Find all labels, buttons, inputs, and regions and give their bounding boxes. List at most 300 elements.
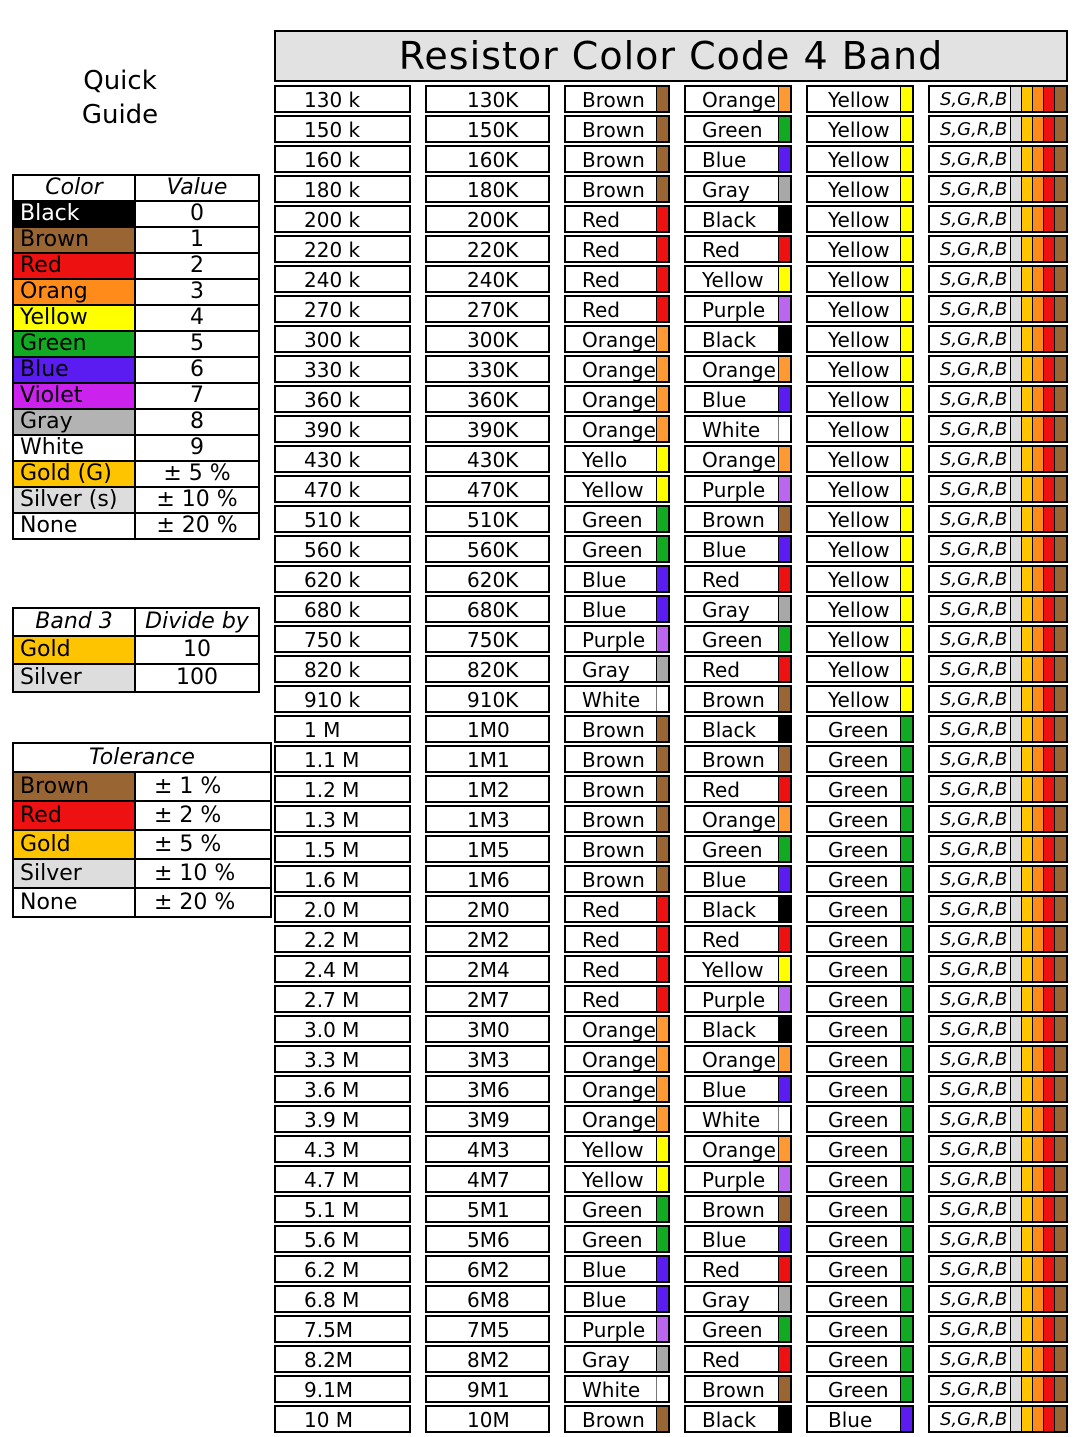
tolerance-stripe [1054, 807, 1066, 831]
resistance-code-cell [425, 265, 550, 293]
band1-cell [564, 1375, 670, 1403]
resistance-value: 2.0 M [304, 898, 360, 922]
resistance-value: 270 k [304, 298, 361, 322]
resistance-code: 2M4 [467, 958, 510, 982]
band2-cell [684, 895, 792, 923]
tolerance-options-cell [928, 1345, 1068, 1373]
band1-swatch [656, 1047, 668, 1071]
band3-swatch [900, 1317, 912, 1341]
band1-swatch [656, 927, 668, 951]
band2-color-name: Green [702, 628, 763, 652]
resistance-value-cell [274, 895, 411, 923]
tolerance-stripe [1054, 357, 1066, 381]
resistance-value-cell [274, 625, 411, 653]
band1-cell [564, 1405, 670, 1433]
band2-cell [684, 145, 792, 173]
resistance-value-cell [274, 235, 411, 263]
band3-swatch [900, 357, 912, 381]
band2-swatch [778, 147, 790, 171]
tolerance-options-cell [928, 295, 1068, 323]
band1-color-name: Red [582, 298, 620, 322]
band1-cell [564, 175, 670, 203]
resistance-code: 1M6 [467, 868, 510, 892]
tolerance-color-cell: Brown [13, 772, 135, 801]
band1-cell [564, 85, 670, 113]
resistance-code: 510K [467, 508, 519, 532]
band1-swatch [656, 897, 668, 921]
resistance-value-cell [274, 475, 411, 503]
band2-swatch [778, 1377, 790, 1401]
tolerance-options-label: S,G,R,B [940, 749, 1008, 770]
resistance-code-cell [425, 175, 550, 203]
band3-swatch [900, 567, 912, 591]
band2-swatch [778, 177, 790, 201]
band3-cell [806, 715, 914, 743]
band2-swatch [778, 417, 790, 441]
band3-color-name: Yellow [828, 238, 890, 262]
band2-swatch [778, 717, 790, 741]
band1-cell [564, 235, 670, 263]
band3-color-cell: Silver [13, 664, 135, 692]
band3-color-name: Yellow [828, 688, 890, 712]
band3-swatch [900, 1377, 912, 1401]
band1-color-name: Green [582, 1198, 643, 1222]
resistance-code: 6M8 [467, 1288, 510, 1312]
resistance-code: 5M6 [467, 1228, 510, 1252]
tolerance-stripe [1054, 987, 1066, 1011]
band3-color-name: Green [828, 958, 889, 982]
resistance-code-cell [425, 205, 550, 233]
resistance-value: 2.4 M [304, 958, 360, 982]
resistance-value-cell [274, 175, 411, 203]
band1-swatch [656, 537, 668, 561]
tolerance-options-cell [928, 1165, 1068, 1193]
tolerance-stripe [1054, 507, 1066, 531]
band3-cell [806, 445, 914, 473]
resistance-code: 300K [467, 328, 519, 352]
resistance-code-cell [425, 955, 550, 983]
band3-cell [806, 235, 914, 263]
band3-color-name: Green [828, 1348, 889, 1372]
band3-swatch [900, 1017, 912, 1041]
resistance-code-cell [425, 925, 550, 953]
band1-swatch [656, 177, 668, 201]
tolerance-stripe [1054, 747, 1066, 771]
band2-cell [684, 805, 792, 833]
resistance-value: 620 k [304, 568, 361, 592]
tolerance-value-cell: ± 20 % [135, 888, 271, 917]
page-title: Resistor Color Code 4 Band [274, 30, 1068, 82]
band1-color-name: Blue [582, 1258, 627, 1282]
band3-swatch [900, 297, 912, 321]
tolerance-options-cell [928, 955, 1068, 983]
band3-swatch [900, 837, 912, 861]
band2-color-name: Green [702, 838, 763, 862]
tolerance-value-cell: ± 5 % [135, 830, 271, 859]
resistance-code: 10M [467, 1408, 510, 1432]
band1-cell [564, 625, 670, 653]
tolerance-options-label: S,G,R,B [940, 359, 1008, 380]
resistance-value: 300 k [304, 328, 361, 352]
band2-cell [684, 235, 792, 263]
tolerance-stripe [1054, 1077, 1066, 1101]
resistance-value: 2.2 M [304, 928, 360, 952]
tolerance-options-cell [928, 325, 1068, 353]
color-value-cell: 2 [135, 253, 259, 279]
resistance-code: 2M7 [467, 988, 510, 1012]
band1-color-name: Orange [582, 1078, 656, 1102]
resistance-code-cell [425, 85, 550, 113]
tolerance-stripe [1054, 897, 1066, 921]
band1-color-name: Gray [582, 658, 630, 682]
band3-cell [806, 355, 914, 383]
tolerance-options-cell [928, 625, 1068, 653]
band2-color-name: Orange [702, 1138, 776, 1162]
band2-color-name: Brown [702, 688, 765, 712]
band2-color-name: Purple [702, 298, 766, 322]
resistance-code: 240K [467, 268, 519, 292]
tolerance-stripe [1054, 87, 1066, 111]
tolerance-options-cell [928, 1405, 1068, 1433]
band3-cell [806, 175, 914, 203]
tolerance-options-cell [928, 205, 1068, 233]
resistance-code-cell [425, 895, 550, 923]
band3-cell [806, 505, 914, 533]
band2-color-name: Purple [702, 1168, 766, 1192]
color-row [13, 279, 259, 305]
resistance-code: 3M3 [467, 1048, 510, 1072]
tolerance-stripe [1054, 1347, 1066, 1371]
resistance-code: 7M5 [467, 1318, 510, 1342]
band2-cell [684, 1135, 792, 1163]
color-value-cell: 9 [135, 435, 259, 461]
resistance-value: 240 k [304, 268, 361, 292]
band1-color-name: Brown [582, 118, 645, 142]
band1-swatch [656, 627, 668, 651]
band3-swatch [900, 1137, 912, 1161]
resistance-code: 560K [467, 538, 519, 562]
tolerance-stripe [1054, 867, 1066, 891]
resistance-code-cell [425, 235, 550, 263]
band2-swatch [778, 357, 790, 381]
resistance-value-cell [274, 505, 411, 533]
band2-swatch [778, 1197, 790, 1221]
resistance-value-cell [274, 835, 411, 863]
color-row [13, 513, 259, 539]
band2-cell [684, 1045, 792, 1073]
color-name-cell: Green [13, 331, 135, 357]
band3-swatch [900, 477, 912, 501]
band1-cell [564, 1045, 670, 1073]
tolerance-stripe [1054, 1137, 1066, 1161]
band3-cell [806, 985, 914, 1013]
tolerance-stripe [1054, 207, 1066, 231]
band1-color-name: Orange [582, 418, 656, 442]
tolerance-options-label: S,G,R,B [940, 1079, 1008, 1100]
band2-swatch [778, 1407, 790, 1431]
band1-swatch [656, 357, 668, 381]
band3-color-name: Green [828, 1198, 889, 1222]
band3-color-name: Yellow [828, 268, 890, 292]
resistance-code: 9M1 [467, 1378, 510, 1402]
resistance-value: 150 k [304, 118, 361, 142]
tolerance-options-cell [928, 1315, 1068, 1343]
band2-swatch [778, 687, 790, 711]
tolerance-options-label: S,G,R,B [940, 629, 1008, 650]
tolerance-options-label: S,G,R,B [940, 1349, 1008, 1370]
band1-cell [564, 1345, 670, 1373]
tolerance-stripe [1054, 1317, 1066, 1341]
band1-color-name: Brown [582, 838, 645, 862]
band3-swatch [900, 417, 912, 441]
band3-cell [806, 865, 914, 893]
resistance-code: 4M3 [467, 1138, 510, 1162]
band2-swatch [778, 117, 790, 141]
tolerance-options-cell [928, 805, 1068, 833]
tolerance-options-label: S,G,R,B [940, 719, 1008, 740]
color-value-cell: 1 [135, 227, 259, 253]
resistance-value-cell [274, 1165, 411, 1193]
band3-color-name: Green [828, 868, 889, 892]
tolerance-options-cell [928, 85, 1068, 113]
tolerance-options-cell [928, 835, 1068, 863]
tolerance-options-label: S,G,R,B [940, 869, 1008, 890]
band2-swatch [778, 207, 790, 231]
band3-divide-table [12, 607, 260, 693]
band2-color-name: Green [702, 118, 763, 142]
resistance-value: 3.9 M [304, 1108, 360, 1132]
resistance-code: 150K [467, 118, 519, 142]
band1-cell [564, 1105, 670, 1133]
band3-color-name: Green [828, 1018, 889, 1042]
band1-color-name: Orange [582, 1108, 656, 1132]
band2-color-name: Black [702, 1018, 757, 1042]
resistance-value-cell [274, 1405, 411, 1433]
resistance-value: 2.7 M [304, 988, 360, 1012]
resistance-value-cell [274, 1375, 411, 1403]
color-row [13, 331, 259, 357]
band1-cell [564, 775, 670, 803]
tolerance-options-cell [928, 745, 1068, 773]
band3-swatch [900, 1347, 912, 1371]
resistance-value-cell [274, 715, 411, 743]
band1-cell [564, 715, 670, 743]
band3-cell [806, 1075, 914, 1103]
band1-swatch [656, 1347, 668, 1371]
tolerance-options-label: S,G,R,B [940, 479, 1008, 500]
band2-cell [684, 565, 792, 593]
resistance-code-cell [425, 535, 550, 563]
band3-color-name: Yellow [828, 328, 890, 352]
tolerance-options-label: S,G,R,B [940, 1109, 1008, 1130]
tolerance-color-cell: Gold [13, 830, 135, 859]
resistance-code: 430K [467, 448, 519, 472]
band2-color-name: Red [702, 1258, 740, 1282]
band2-color-name: Blue [702, 388, 747, 412]
resistance-code-cell [425, 385, 550, 413]
band2-color-name: Black [702, 898, 757, 922]
color-row [13, 487, 259, 513]
band1-swatch [656, 507, 668, 531]
band1-color-name: Brown [582, 748, 645, 772]
resistance-value: 5.1 M [304, 1198, 360, 1222]
tolerance-options-cell [928, 265, 1068, 293]
tolerance-stripe [1054, 1377, 1066, 1401]
band1-swatch [656, 1227, 668, 1251]
band1-swatch [656, 1167, 668, 1191]
band3-color-name: Blue [828, 1408, 873, 1432]
band2-swatch [778, 897, 790, 921]
band3-swatch [900, 327, 912, 351]
band1-cell [564, 505, 670, 533]
tolerance-options-label: S,G,R,B [940, 689, 1008, 710]
band1-cell [564, 1255, 670, 1283]
resistance-value: 750 k [304, 628, 361, 652]
band1-cell [564, 655, 670, 683]
resistance-code: 330K [467, 358, 519, 382]
band2-cell [684, 1315, 792, 1343]
resistance-value: 10 M [304, 1408, 354, 1432]
band2-cell [684, 445, 792, 473]
band2-swatch [778, 267, 790, 291]
color-value-cell: 7 [135, 383, 259, 409]
tolerance-stripe [1054, 1167, 1066, 1191]
band3-color-name: Green [828, 928, 889, 952]
band3-swatch [900, 507, 912, 531]
tolerance-options-cell [928, 1225, 1068, 1253]
band1-cell [564, 1075, 670, 1103]
resistance-value-cell [274, 955, 411, 983]
tolerance-options-cell [928, 175, 1068, 203]
band1-color-name: Purple [582, 628, 646, 652]
tolerance-stripe [1054, 567, 1066, 591]
band3-color-name: Yellow [828, 358, 890, 382]
tolerance-options-cell [928, 685, 1068, 713]
band3-color-name: Yellow [828, 628, 890, 652]
tolerance-options-label: S,G,R,B [940, 329, 1008, 350]
band3-cell [806, 385, 914, 413]
resistance-value: 1.6 M [304, 868, 360, 892]
tolerance-stripe [1054, 1197, 1066, 1221]
resistance-value: 560 k [304, 538, 361, 562]
band2-swatch [778, 567, 790, 591]
band1-color-name: Green [582, 1228, 643, 1252]
resistance-value: 1.1 M [304, 748, 360, 772]
quick-guide-title-line1: Quick [83, 66, 157, 96]
band2-swatch [778, 327, 790, 351]
band2-column [684, 85, 792, 1435]
tolerance-options-label: S,G,R,B [940, 239, 1008, 260]
band1-swatch [656, 567, 668, 591]
tolerance-stripe [1054, 267, 1066, 291]
band3-color-name: Green [828, 1108, 889, 1132]
tolerance-value-cell: ± 2 % [135, 801, 271, 830]
tolerance-options-cell [928, 985, 1068, 1013]
resistance-code-cell [425, 1015, 550, 1043]
resistance-code-cell [425, 295, 550, 323]
band3-column [806, 85, 914, 1435]
band1-color-name: White [582, 688, 641, 712]
color-value-cell: 3 [135, 279, 259, 305]
resistance-value: 3.0 M [304, 1018, 360, 1042]
band3-cell [806, 685, 914, 713]
band2-cell [684, 1195, 792, 1223]
band3-swatch [900, 447, 912, 471]
tolerance-stripe [1054, 927, 1066, 951]
band1-cell [564, 385, 670, 413]
resistance-code: 1M3 [467, 808, 510, 832]
tolerance-options-cell [928, 445, 1068, 473]
resistance-value: 430 k [304, 448, 361, 472]
band1-cell [564, 1315, 670, 1343]
resistance-value-cell [274, 685, 411, 713]
resistance-code-cell [425, 865, 550, 893]
resistance-value: 3.3 M [304, 1048, 360, 1072]
tolerance-options-label: S,G,R,B [940, 419, 1008, 440]
band2-cell [684, 535, 792, 563]
band3-cell [806, 1285, 914, 1313]
band2-swatch [778, 747, 790, 771]
band1-color-name: Orange [582, 388, 656, 412]
resistance-code: 3M6 [467, 1078, 510, 1102]
tolerance-row [13, 772, 271, 801]
resistance-code-cell [425, 1135, 550, 1163]
tolerance-options-cell [928, 1105, 1068, 1133]
band1-swatch [656, 1197, 668, 1221]
tolerance-options-label: S,G,R,B [940, 179, 1008, 200]
band2-swatch [778, 1047, 790, 1071]
band1-color-name: Brown [582, 718, 645, 742]
resistance-code: 620K [467, 568, 519, 592]
resistance-code: 180K [467, 178, 519, 202]
tolerance-options-cell [928, 595, 1068, 623]
band3-divisor-cell: 10 [135, 636, 259, 664]
resistance-value: 220 k [304, 238, 361, 262]
band3-color-name: Green [828, 838, 889, 862]
resistance-value: 5.6 M [304, 1228, 360, 1252]
band3-swatch [900, 1197, 912, 1221]
band1-swatch [656, 387, 668, 411]
tolerance-options-cell [928, 865, 1068, 893]
tolerance-stripe [1054, 147, 1066, 171]
color-value-cell: 4 [135, 305, 259, 331]
band1-swatch [656, 657, 668, 681]
band2-cell [684, 955, 792, 983]
band3-row [13, 636, 259, 664]
resistance-value-cell [274, 595, 411, 623]
band2-cell [684, 1015, 792, 1043]
quick-guide-title-line2: Guide [81, 100, 159, 130]
resistance-code: 5M1 [467, 1198, 510, 1222]
band3-color-name: Yellow [828, 598, 890, 622]
tolerance-stripe [1054, 777, 1066, 801]
color-name-cell: Yellow [13, 305, 135, 331]
resistance-code-cell [425, 475, 550, 503]
band2-color-name: Gray [702, 178, 750, 202]
band3-cell [806, 1165, 914, 1193]
resistance-value-cell [274, 385, 411, 413]
band2-swatch [778, 1257, 790, 1281]
band3-color-name: Green [828, 1258, 889, 1282]
resistance-code-cell [425, 1315, 550, 1343]
band1-swatch [656, 1017, 668, 1041]
band2-cell [684, 205, 792, 233]
resistance-value-cell [274, 1315, 411, 1343]
band1-color-name: Brown [582, 148, 645, 172]
resistance-value-cell [274, 145, 411, 173]
resistance-code-cell [425, 745, 550, 773]
band3-color-name: Yellow [828, 508, 890, 532]
